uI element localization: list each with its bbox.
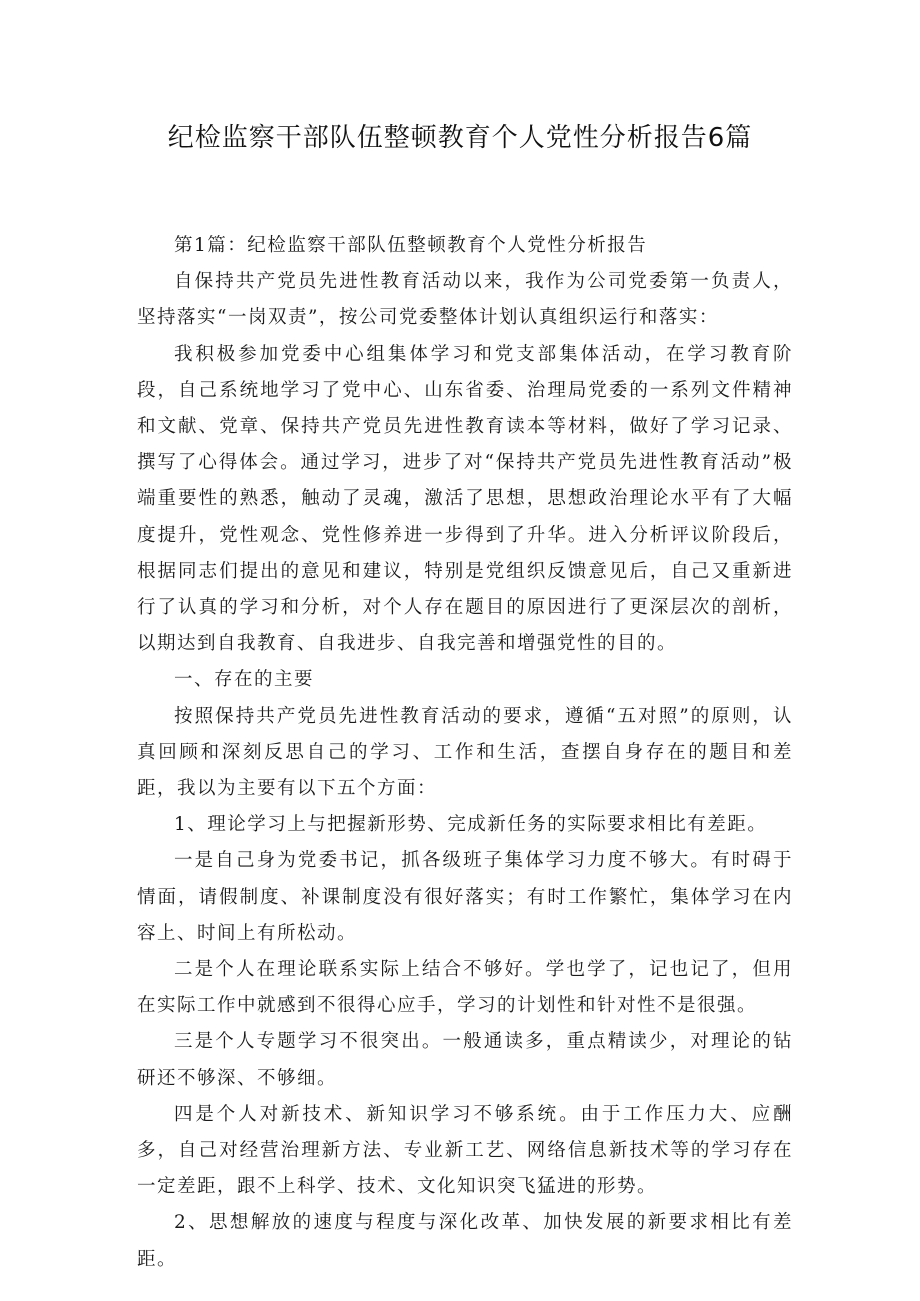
paragraph: 三是个人专题学习不很突出。一般通读多，重点精读少，对理论的钻研还不够深、不够细。 [137, 1031, 793, 1089]
section-heading: 一、存在的主要 [174, 669, 315, 691]
paragraph: 二是个人在理论联系实际上结合不够好。学也学了，记也记了，但用在实际工作中就感到不很得心应手，学习的计划性和针对性不是很强。 [137, 959, 793, 1017]
paragraph: 按照保持共产党员先进性教育活动的要求，遵循“五对照”的原则，认真回顾和深刻反思自己的学习、工作和生活，查摆自身存在的题目和差距，我以为主要有以下五个方面： [137, 705, 793, 800]
document-title: 纪检监察干部队伍整顿教育个人党性分析报告6篇 [167, 123, 753, 153]
paragraph: 我积极参加党委中心组集体学习和党支部集体活动，在学习教育阶段，自己系统地学习了党中心、山东省委、治理局党委的一系列文件精神和文献、党章、保持共产党员先进性教育读本等材料，做好了学习记录、撰写了心得体会。通过学习，进步了对“保持共产党员先进性教育活动”极端重要性的熟悉，触动了灵魂，激活了思想，思想政治理论水平有了大幅度提升，党性观念、党性修养进一步得到了升华。进入分析评议阶段后，根据同志们提出的意见和建议，特别是党组织反馈意见后，自己又重新进行了认真的学习和分析，对个人存在题目的原因进行了更深层次的剖析，以期达到自我教育、自我进步、自我完善和增强党性的目的。 [137, 343, 793, 655]
subsection-heading: 2、思想解放的速度与程度与深化改革、加快发展的新要求相比有差距。 [137, 1212, 793, 1270]
paragraph: 四是个人对新技术、新知识学习不够系统。由于工作压力大、应酬多，自己对经营治理新方法、专业新工艺、网络信息新技术等的学习存在一定差距，跟不上科学、技术、文化知识突飞猛进的形势。 [137, 1103, 793, 1198]
section-heading: 第1篇：纪检监察干部队伍整顿教育个人党性分析报告 [174, 235, 648, 256]
paragraph: 一是自己身为党委书记，抓各级班子集体学习力度不够大。有时碍于情面，请假制度、补课制度没有很好落实；有时工作繁忙，集体学习在内容上、时间上有所松动。 [137, 850, 793, 944]
document-body [137, 228, 793, 1278]
paragraph: 自保持共产党员先进性教育活动以来，我作为公司党委第一负责人，坚持落实“一岗双责”，按公司党委整体计划认真组织运行和落实： [137, 271, 793, 329]
subsection-heading: 1、理论学习上与把握新形势、完成新任务的实际要求相比有差距。 [174, 814, 768, 836]
